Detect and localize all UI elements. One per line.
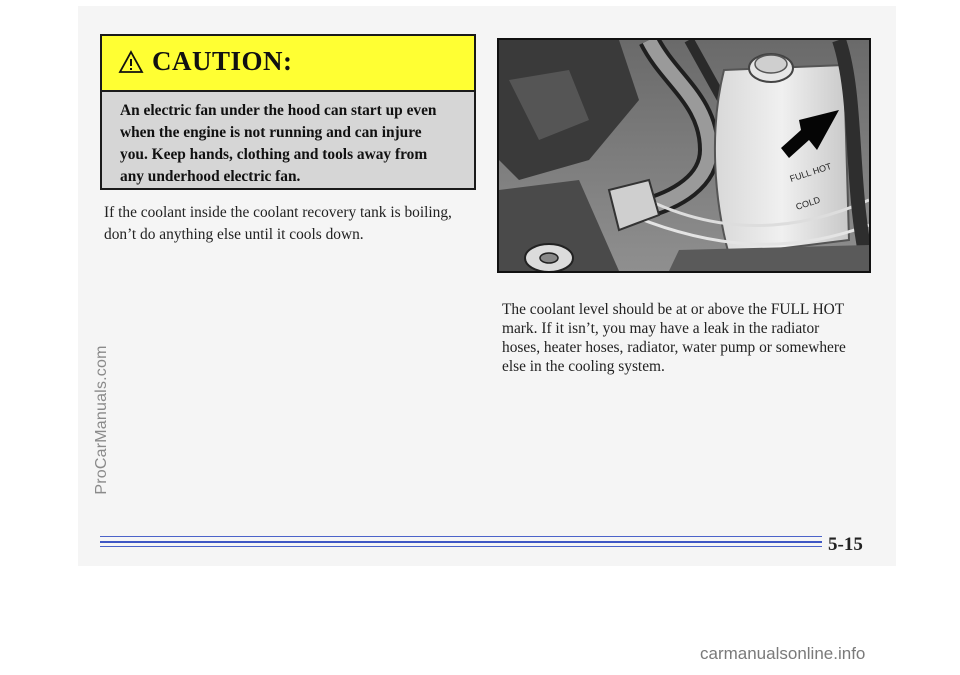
- caution-box: [100, 34, 476, 190]
- caution-line: when the engine is not running and can injure: [120, 124, 422, 141]
- caution-line: you. Keep hands, clothing and tools away from: [120, 146, 428, 163]
- caution-title: CAUTION:: [152, 46, 293, 76]
- footer-rule: [100, 536, 822, 537]
- paragraph-line: The coolant level should be at or above the FULL HOT: [502, 301, 845, 318]
- caution-line: any underhood electric fan.: [120, 168, 301, 185]
- bottom-watermark: carmanualsonline.info: [700, 644, 866, 663]
- caution-header: [102, 36, 474, 92]
- paragraph-line: hoses, heater hoses, radiator, water pump or somewhere: [502, 339, 846, 356]
- caution-text: [120, 100, 465, 188]
- paragraph-line: mark. If it isn’t, you may have a leak in the radiator: [502, 320, 820, 337]
- paragraph-line: else in the cooling system.: [502, 358, 665, 375]
- engine-compartment-illustration: [499, 40, 869, 271]
- footer-rule: [100, 541, 822, 543]
- footer-rule: [100, 546, 822, 547]
- side-watermark: ProCarManuals.com: [93, 345, 110, 495]
- caution-line: An electric fan under the hood can start up even: [120, 102, 437, 119]
- coolant-tank-photo: [497, 38, 871, 273]
- page-number: 5-15: [828, 534, 863, 555]
- left-paragraph: [104, 202, 479, 246]
- warning-triangle-icon: [118, 50, 144, 74]
- paragraph-line: don’t do anything else until it cools down.: [104, 226, 364, 243]
- paragraph-line: If the coolant inside the coolant recovery tank is boiling,: [104, 204, 452, 221]
- full-hot-mark-label: FULL HOT: [788, 161, 833, 184]
- cold-mark-label: COLD: [794, 194, 822, 212]
- right-paragraph: [502, 300, 870, 376]
